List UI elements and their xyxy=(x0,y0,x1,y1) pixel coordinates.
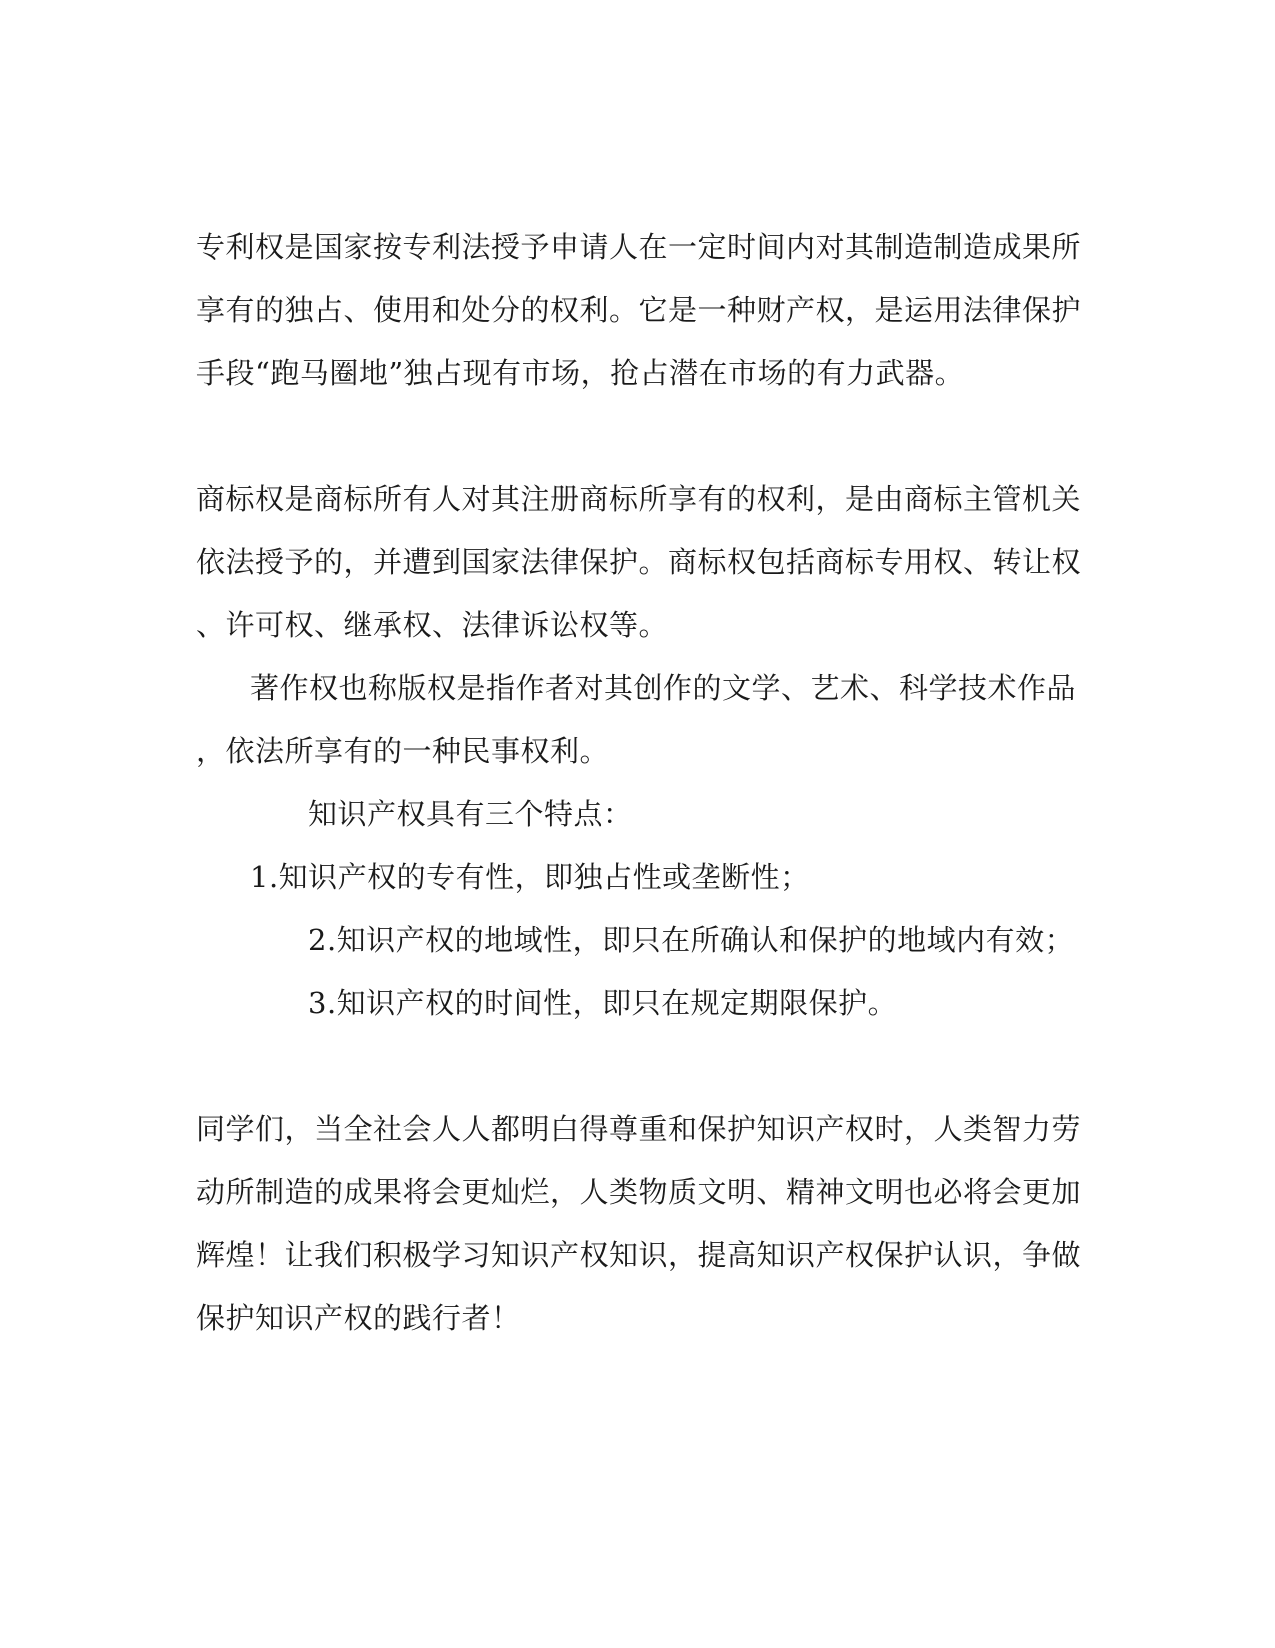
patent-paragraph-line-3: 手段“跑马圈地”独占现有市场，抢占潜在市场的有力武器。 xyxy=(196,356,965,390)
feature-item-3: 3.知识产权的时间性，即只在规定期限保护。 xyxy=(308,986,898,1020)
feature-item-1: 1.知识产权的专有性，即独占性或垄断性； xyxy=(250,860,810,894)
closing-paragraph-line-4: 保护知识产权的践行者！ xyxy=(196,1301,521,1335)
feature-item-2: 2.知识产权的地域性，即只在所确认和保护的地域内有效； xyxy=(308,923,1075,957)
trademark-paragraph-line-3: 、许可权、继承权、法律诉讼权等。 xyxy=(196,608,669,642)
features-intro: 知识产权具有三个特点： xyxy=(308,797,633,831)
trademark-paragraph-line-1: 商标权是商标所有人对其注册商标所享有的权利，是由商标主管机关 xyxy=(196,482,1082,516)
trademark-paragraph-line-2: 依法授予的，并遭到国家法律保护。商标权包括商标专用权、转让权 xyxy=(196,545,1082,579)
closing-paragraph-line-1: 同学们，当全社会人人都明白得尊重和保护知识产权时，人类智力劳 xyxy=(196,1112,1082,1146)
copyright-paragraph-line-1: 著作权也称版权是指作者对其创作的文学、艺术、科学技术作品 xyxy=(250,671,1077,705)
closing-paragraph-line-3: 辉煌！让我们积极学习知识产权知识，提高知识产权保护认识，争做 xyxy=(196,1238,1082,1272)
patent-paragraph-line-2: 享有的独占、使用和处分的权利。它是一种财产权，是运用法律保护 xyxy=(196,293,1082,327)
copyright-paragraph-line-2: ，依法所享有的一种民事权利。 xyxy=(196,734,610,768)
patent-paragraph-line-1: 专利权是国家按专利法授予申请人在一定时间内对其制造制造成果所 xyxy=(196,230,1082,264)
closing-paragraph-line-2: 动所制造的成果将会更灿烂，人类物质文明、精神文明也必将会更加 xyxy=(196,1175,1082,1209)
